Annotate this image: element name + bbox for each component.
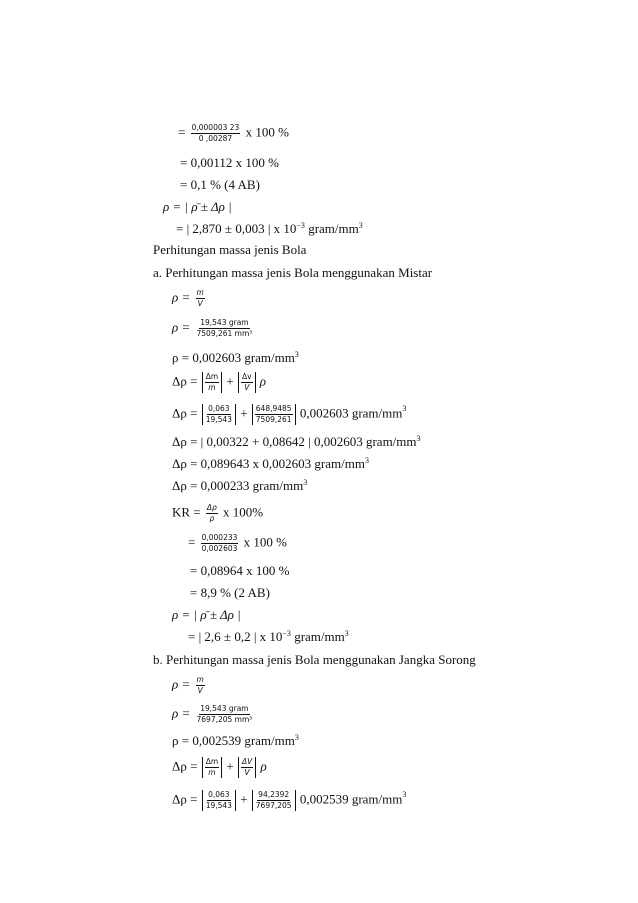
b-rho-values: ρ = $\frac{\text{19,543 gram}}{\text{7697,205 mm³}}$ xyxy=(172,704,253,724)
a-rho-final-value: = | 2,6 ± 0,2 | x $10^{-3}$ gram/$mm^3$ xyxy=(188,629,349,644)
a-rho-final: ρ = | ρ̄ ± Δρ | xyxy=(172,607,241,622)
a-delta-values: Δρ = $\frac{0,063}{19,543}$ + $\frac{648,9485}{7509,261}$ 0,002603 gram/$mm^3$ xyxy=(172,404,407,424)
section-a-heading: a. Perhitungan massa jenis Bola menggunakan Mistar xyxy=(153,265,433,280)
a-kr-result: = 8,9 % (2 AB) xyxy=(190,585,270,600)
a-rho-formula: ρ = $\frac{m}{V}$ xyxy=(172,288,204,308)
a-delta-result: Δρ = 0,000233 gram/$mm^3$ xyxy=(172,478,308,493)
kr-mult-line: = 0,00112 x 100 % xyxy=(180,155,279,170)
section-b-heading: b. Perhitungan massa jenis Bola menggunakan Jangka Sorong xyxy=(153,652,476,667)
a-kr-formula: KR = $\frac{\Delta\rho}{\rho}$ x 100% xyxy=(172,503,264,523)
section-title: Perhitungan massa jenis Bola xyxy=(153,242,307,257)
kr-fraction-line: = $\frac{0,000003 23}{0 ,00287}$ x 100 % xyxy=(178,123,289,143)
a-delta-sum: Δρ = | 0,00322 + 0,08642 | 0,002603 gram/$mm^3$ xyxy=(172,434,421,449)
b-rho-result: ρ = 0,002539 gram/$mm^3$ xyxy=(172,733,299,748)
b-delta-values: Δρ = $\frac{0,063}{19,543}$ + $\frac{94,2392}{7697,205}$ 0,002539 gram/$mm^3$ xyxy=(172,790,407,810)
a-kr-values: = $\frac{0,000233}{0,002603}$ x 100 % xyxy=(188,533,287,553)
kr-fraction: $\frac{0,000003 23}{0 ,00287}$ xyxy=(191,123,240,143)
rho-value-line: = | 2,870 ± 0,003 | x $10^{-3}$ gram/$mm^3$ xyxy=(176,221,363,236)
rho-formula-line: ρ = | ρ̄ ± Δρ | xyxy=(163,199,232,214)
b-rho-formula: ρ = $\frac{m}{V}$ xyxy=(172,675,204,695)
kr-result-line: = 0,1 % (4 AB) xyxy=(180,177,260,192)
a-rho-result: ρ = 0,002603 gram/$mm^3$ xyxy=(172,350,299,365)
a-delta-formula: Δρ = $\frac{\Delta m}{m}$ + $\frac{\Delta v}{V}$ ρ xyxy=(172,372,267,392)
b-delta-formula: Δρ = $\frac{\Delta m}{m}$ + $\frac{\Delta V}{V}$ ρ xyxy=(172,757,267,777)
a-kr-mult: = 0,08964 x 100 % xyxy=(190,563,290,578)
a-rho-values: ρ = $\frac{\text{19,543 gram}}{\text{7509,261 mm³}}$ xyxy=(172,318,253,338)
a-delta-prod: Δρ = 0,089643 x 0,002603 gram/$mm^3$ xyxy=(172,456,369,471)
